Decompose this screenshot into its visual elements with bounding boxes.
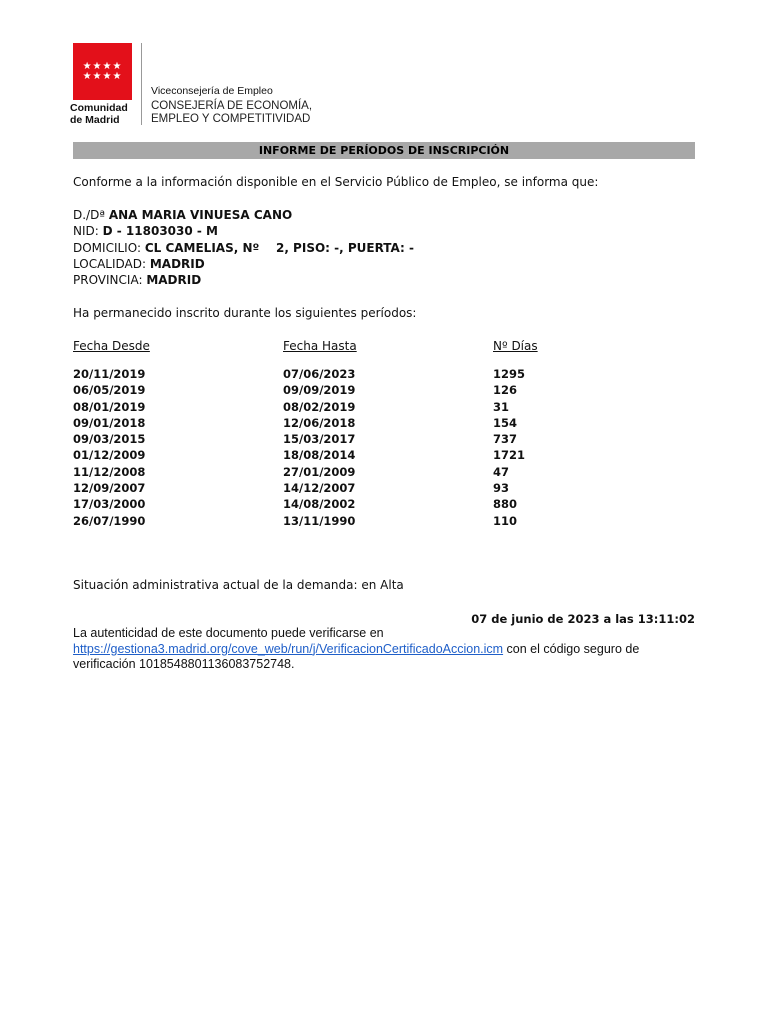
fecha-hasta-cell: 07/06/2023: [283, 367, 356, 381]
fecha-desde-cell: 26/07/1990: [73, 513, 146, 528]
table-row: [73, 415, 573, 431]
fecha-desde-cell: 17/03/2000: [73, 497, 146, 512]
dias-cell: 1721: [493, 448, 526, 463]
fecha-hasta-cell: 27/01/2009: [283, 464, 356, 479]
dias-cell: 880: [493, 497, 518, 512]
verification-link[interactable]: https://gestiona3.madrid.org/cove_web/run/j/VerificacionCertificadoAccion.icm: [73, 641, 504, 656]
intro-text: Conforme a la información disponible en el Servicio Público de Empleo, se informa que:: [73, 175, 599, 189]
fecha-hasta-cell: 18/08/2014: [283, 448, 356, 463]
org-name-line2: de Madrid: [70, 114, 120, 126]
fecha-desde-cell: 09/03/2015: [73, 432, 146, 447]
verification-text-end: con el código seguro de verificación 1018548801136083752748.: [73, 641, 640, 671]
fecha-desde-cell: 09/01/2018: [73, 415, 146, 430]
nid-value: D - 11803030 - M: [102, 224, 218, 238]
header-num-dias: Nº Días: [493, 339, 538, 353]
viceconsejeria-label: Viceconsejería de Empleo: [151, 85, 273, 97]
table-row: [73, 431, 573, 447]
dias-cell: 737: [493, 432, 518, 447]
dias-cell: 93: [493, 481, 510, 496]
fecha-hasta-cell: 14/12/2007: [283, 481, 356, 496]
fecha-desde-cell: 06/05/2019: [73, 383, 146, 398]
fecha-hasta-cell: 12/06/2018: [283, 415, 356, 430]
provincia-label: PROVINCIA:: [73, 273, 147, 287]
dias-cell: 47: [493, 464, 510, 479]
nid-line: [73, 224, 218, 238]
fecha-desde-cell: 11/12/2008: [73, 464, 146, 479]
fecha-desde-cell: 12/09/2007: [73, 481, 146, 496]
table-row: [73, 399, 573, 415]
dias-cell: 1295: [493, 367, 526, 381]
fecha-hasta-cell: 13/11/1990: [283, 513, 356, 528]
table-row: [73, 464, 573, 480]
person-name-line: [73, 208, 292, 222]
verification-text-start: La autenticidad de este documento puede verificarse en: [73, 626, 384, 640]
fecha-hasta-cell: 09/09/2019: [283, 383, 356, 398]
periods-table: [73, 366, 573, 529]
provincia-line: [73, 273, 201, 287]
table-row: [73, 496, 573, 512]
logo-stars-bottom-row: ★★★★: [82, 71, 123, 82]
report-title: INFORME DE PERÍODOS DE INSCRIPCIÓN: [73, 142, 695, 159]
table-row: [73, 480, 573, 496]
consejeria-line2: EMPLEO Y COMPETITIVIDAD: [151, 113, 311, 125]
consejeria-line1: CONSEJERÍA DE ECONOMÍA,: [151, 100, 313, 112]
person-name: ANA MARIA VINUESA CANO: [108, 208, 293, 222]
dias-cell: 154: [493, 415, 518, 430]
fecha-desde-cell: 20/11/2019: [73, 367, 146, 381]
nid-label: NID:: [73, 224, 103, 238]
periods-intro: Ha permanecido inscrito durante los siguientes períodos:: [73, 306, 417, 320]
comunidad-madrid-logo: [73, 43, 132, 100]
table-row: [73, 447, 573, 463]
name-label: D./Dª: [73, 208, 109, 222]
dias-cell: 31: [493, 399, 510, 414]
table-row: [73, 382, 573, 398]
consejeria-label: [151, 100, 312, 126]
fecha-hasta-cell: 08/02/2019: [283, 399, 356, 414]
verification-note: [73, 626, 673, 673]
fecha-hasta-cell: 15/03/2017: [283, 432, 356, 447]
localidad-line: [73, 257, 205, 271]
localidad-label: LOCALIDAD:: [73, 257, 150, 271]
dias-cell: 126: [493, 383, 518, 398]
fecha-hasta-cell: 14/08/2002: [283, 497, 356, 512]
domicilio-line: [73, 241, 414, 255]
status-line: Situación administrativa actual de la demanda: en Alta: [73, 578, 404, 592]
logo-stars-top-row: ★★★★: [82, 61, 123, 72]
localidad-value: MADRID: [149, 257, 205, 271]
org-name-line1: Comunidad: [70, 102, 128, 114]
header-fecha-hasta: Fecha Hasta: [283, 339, 357, 353]
table-row: [73, 513, 573, 529]
logo-divider: [141, 43, 142, 125]
domicilio-label: DOMICILIO:: [73, 241, 145, 255]
provincia-value: MADRID: [146, 273, 202, 287]
fecha-desde-cell: 08/01/2019: [73, 399, 146, 414]
dias-cell: 110: [493, 513, 518, 528]
header-fecha-desde: Fecha Desde: [73, 339, 150, 353]
org-name: [70, 102, 140, 126]
table-row: [73, 366, 573, 382]
issue-date: 07 de junio de 2023 a las 13:11:02: [471, 612, 695, 626]
fecha-desde-cell: 01/12/2009: [73, 448, 146, 463]
domicilio-value: CL CAMELIAS, Nº 2, PISO: -, PUERTA: -: [144, 241, 415, 255]
